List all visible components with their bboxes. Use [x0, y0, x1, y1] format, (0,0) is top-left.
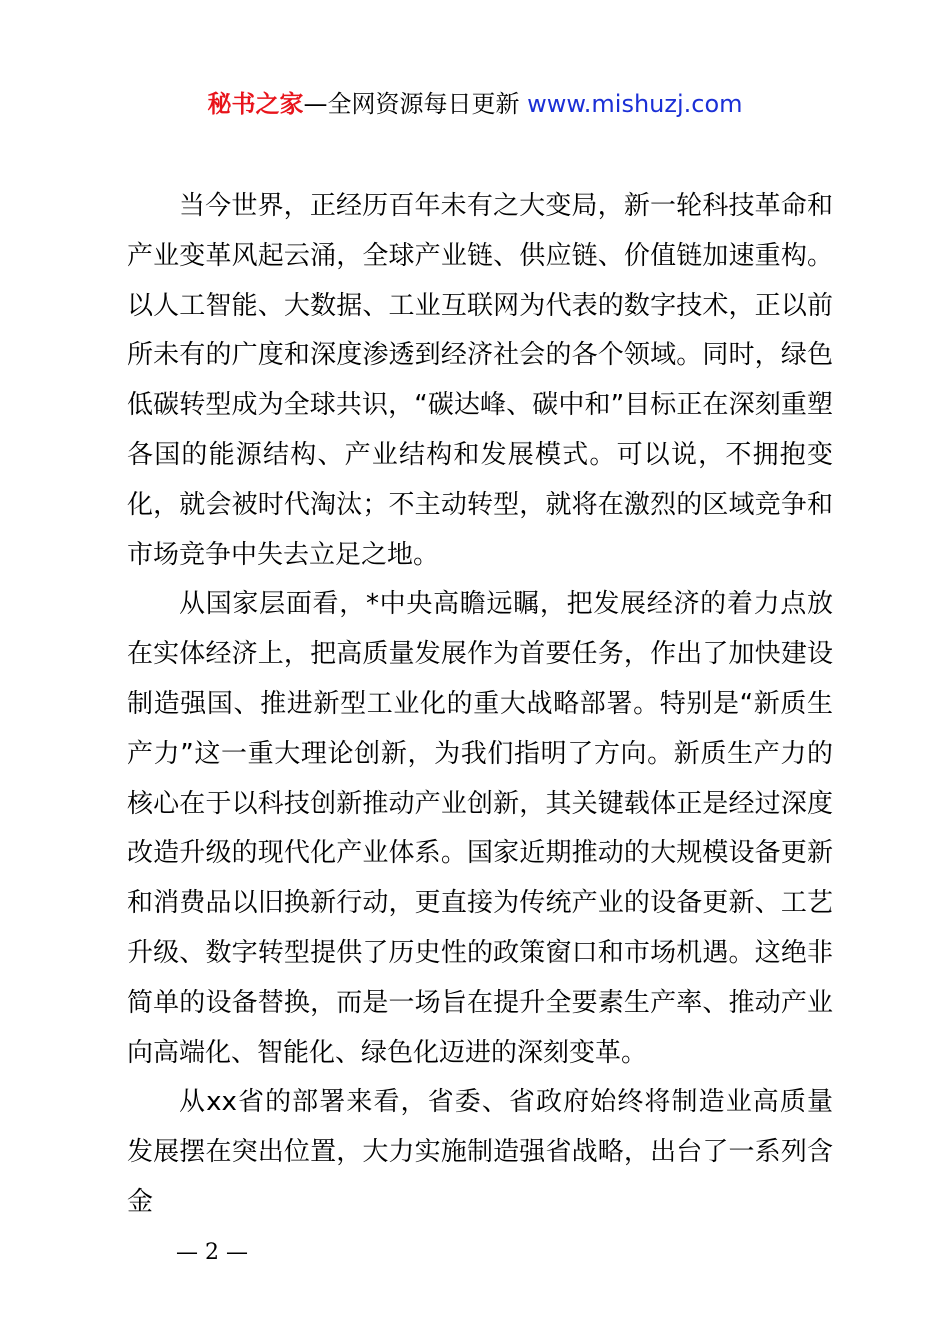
header-url[interactable]: www.mishuzj.com	[527, 90, 743, 118]
paragraph-1: 当今世界，正经历百年未有之大变局，新一轮科技革命和产业变革风起云涌，全球产业链、供应链、价值链加速重构。以人工智能、大数据、工业互联网为代表的数字技术，正以前所未有的广度和深度渗透到经济社会的各个领域。同时，绿色低碳转型成为全球共识，“碳达峰、碳中和”目标正在深刻重塑各国的能源结构、产业结构和发展模式。可以说，不拥抱变化，就会被时代淘汰；不主动转型，就将在激烈的区域竞争和市场竞争中失去立足之地。	[127, 191, 833, 570]
page-header	[0, 86, 950, 122]
paragraph-3: 从xx省的部署来看，省委、省政府始终将制造业高质量发展摆在突出位置，大力实施制造强省战略，出台了一系列含金	[127, 1087, 833, 1217]
page-number: — 2 —	[176, 1240, 248, 1265]
header-tagline: —全网资源每日更新	[303, 90, 520, 118]
header-brand: 秘书之家	[207, 90, 304, 118]
document-body	[127, 182, 833, 1228]
paragraph-2: 从国家层面看，*中央高瞻远瞩，把发展经济的着力点放在实体经济上，把高质量发展作为首要任务，作出了加快建设制造强国、推进新型工业化的重大战略部署。特别是“新质生产力”这一重大理论创新，为我们指明了方向。新质生产力的核心在于以科技创新推动产业创新，其关键载体正是经过深度改造升级的现代化产业体系。国家近期推动的大规模设备更新和消费品以旧换新行动，更直接为传统产业的设备更新、工艺升级、数字转型提供了历史性的政策窗口和市场机遇。这绝非简单的设备替换，而是一场旨在提升全要素生产率、推动产业向高端化、智能化、绿色化迈进的深刻变革。	[127, 589, 833, 1068]
